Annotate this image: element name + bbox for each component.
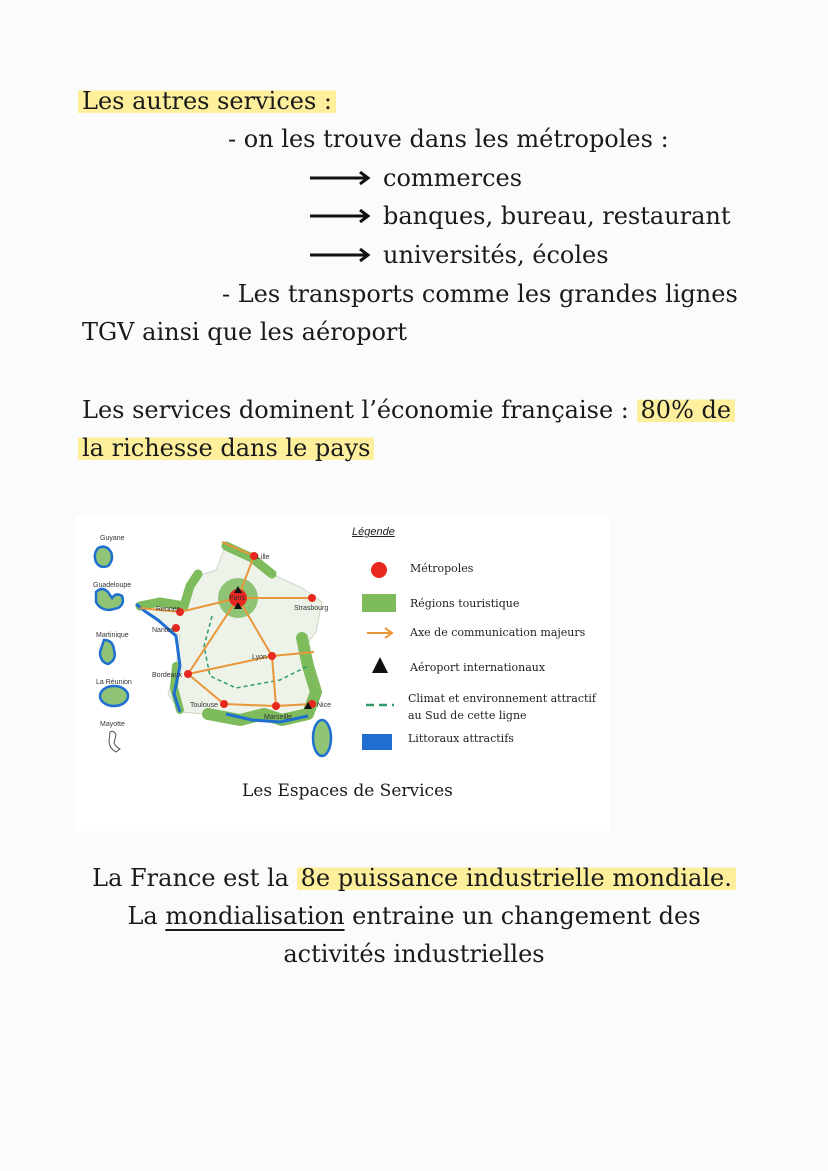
map-label: Guyane bbox=[100, 535, 125, 542]
industry-text: La France est la bbox=[92, 864, 297, 892]
blue-rect-icon bbox=[362, 734, 392, 750]
bullet-metropoles: - on les trouve dans les métropoles : bbox=[228, 125, 669, 153]
legend-label: Métropoles bbox=[410, 562, 474, 575]
list-item: commerces bbox=[383, 164, 523, 192]
industry-highlight: 8e puissance industrielle mondiale. bbox=[297, 864, 736, 892]
services-sentence bbox=[82, 395, 735, 425]
mondialisation-word: mondialisation bbox=[165, 902, 345, 930]
map-label: Martinique bbox=[96, 632, 129, 639]
legend-label: Littoraux attractifs bbox=[408, 732, 514, 745]
mondialisation-suffix: entraine un changement des bbox=[344, 902, 701, 930]
city-dot bbox=[184, 670, 192, 678]
city-label: Strasbourg bbox=[294, 605, 329, 612]
france-map bbox=[76, 516, 610, 786]
arrow-right-icon bbox=[310, 209, 374, 223]
industry-sentence bbox=[0, 863, 828, 893]
city-label: Lille bbox=[257, 554, 270, 561]
city-dot bbox=[272, 702, 280, 710]
section-title bbox=[78, 86, 336, 116]
services-text: Les services dominent l’économie française : bbox=[82, 396, 637, 424]
mondialisation-prefix: La bbox=[127, 902, 166, 930]
bullet-transports: - Les transports comme les grandes lignes bbox=[222, 280, 738, 308]
services-map-figure bbox=[76, 516, 610, 831]
orange-arrow-icon bbox=[366, 626, 396, 640]
legend-label: Aéroport internationaux bbox=[410, 661, 546, 674]
map-caption: Les Espaces de Services bbox=[242, 781, 453, 801]
black-triangle-icon bbox=[372, 657, 388, 673]
city-label: Lyon bbox=[252, 654, 267, 661]
list-item: universités, écoles bbox=[383, 241, 609, 269]
arrow-right-icon bbox=[310, 248, 374, 262]
mondialisation-sentence bbox=[0, 901, 828, 931]
city-label: Bordeaux bbox=[152, 672, 182, 679]
city-label: Rennes bbox=[156, 606, 181, 613]
map-label: Mayotte bbox=[100, 721, 125, 728]
legend-title: Légende bbox=[352, 526, 395, 538]
green-dashed-line-icon bbox=[366, 702, 394, 708]
section-title-text: Les autres services : bbox=[78, 87, 336, 115]
city-dot bbox=[308, 594, 316, 602]
green-rect-icon bbox=[362, 594, 396, 612]
legend-label: au Sud de cette ligne bbox=[408, 709, 527, 722]
red-dot-icon bbox=[370, 561, 388, 579]
corsica bbox=[313, 720, 331, 756]
mondialisation-sentence-cont: activités industrielles bbox=[283, 940, 545, 968]
city-dot bbox=[220, 700, 228, 708]
bullet-transports-cont: TGV ainsi que les aéroport bbox=[82, 318, 408, 346]
services-sentence-cont bbox=[78, 433, 374, 463]
map-label: Guadeloupe bbox=[93, 582, 132, 589]
services-highlight-2: la richesse dans le pays bbox=[78, 434, 374, 462]
city-label: Nantes bbox=[152, 627, 175, 634]
list-item: banques, bureau, restaurant bbox=[383, 202, 731, 230]
legend-label: Axe de communication majeurs bbox=[410, 626, 586, 639]
city-dot bbox=[268, 652, 276, 660]
city-label: Toulouse bbox=[190, 702, 219, 709]
city-label: Marseille bbox=[264, 714, 293, 721]
arrow-right-icon bbox=[310, 171, 374, 185]
city-label: Nice bbox=[317, 702, 332, 709]
tourist-region bbox=[140, 574, 198, 606]
services-highlight: 80% de bbox=[637, 396, 736, 424]
city-label: Paris bbox=[229, 595, 245, 602]
map-label: La Réunion bbox=[96, 679, 132, 686]
legend-label: Climat et environnement attractif bbox=[408, 692, 596, 705]
legend-label: Régions touristique bbox=[410, 597, 520, 610]
